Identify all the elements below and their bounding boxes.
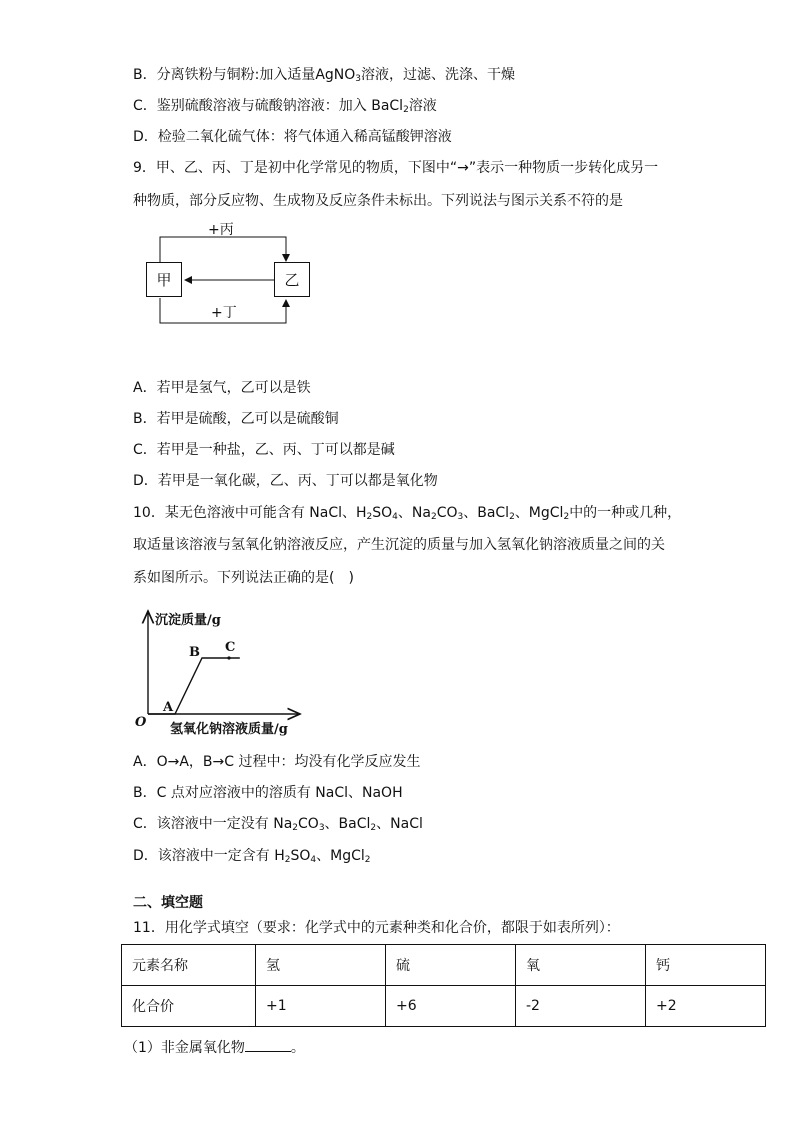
q10-text-seg: 、MgCl (514, 505, 564, 521)
q11-stem: 11．用化学式填空（要求：化学式中的元素种类和化合价，都限于如表所列）： (133, 920, 620, 936)
x-axis-label: 氢氧化钠溶液质量/g (170, 722, 288, 737)
y-axis-label: 沉淀质量/g (155, 613, 221, 628)
q10-stem-line2: 取适量该溶液与氢氧化钠溶液反应，产生沉淀的质量与加入氢氧化钠溶液质量之间的关 (133, 537, 665, 553)
q9-option-c: C．若甲是一种盐，乙、丙、丁可以都是碱 (133, 442, 395, 458)
subscript: 2 (366, 512, 373, 522)
q9-stem-line1: 9．甲、乙、丙、丁是初中化学常见的物质，下图中“→”表示一种物质一步转化成另一 (133, 160, 659, 176)
arrow-top-path (160, 237, 286, 262)
q10-stem-line3: 系如图所示。下列说法正确的是( ) (133, 570, 354, 586)
q10-option-b: B．C 点对应溶液中的溶质有 NaCl、NaOH (133, 785, 403, 801)
subscript: 2 (563, 512, 570, 522)
q10-text-seg: CO (298, 816, 319, 832)
table-row (122, 945, 766, 986)
q10-option-c (133, 814, 423, 834)
q9-option-b: B．若甲是硫酸，乙可以是硫酸铜 (133, 411, 339, 427)
q10-text-seg: SO (290, 848, 311, 864)
subscript: 2 (284, 855, 291, 865)
table-cell: -2 (516, 986, 646, 1027)
table-cell: +1 (256, 986, 386, 1027)
subscript: 2 (509, 512, 515, 522)
table-cell: 元素名称 (122, 945, 256, 986)
table-cell: +6 (386, 986, 516, 1027)
q10-option-a: A．O→A，B→C 过程中：均没有化学反应发生 (133, 754, 421, 770)
q10-option-d (133, 846, 371, 866)
q10-text-seg: SO (372, 505, 393, 521)
precipitate-curve (148, 658, 240, 714)
diagram-label-ding: +丁 (211, 305, 237, 321)
table-cell: 氢 (256, 945, 386, 986)
point-label-a: A (163, 700, 174, 715)
section-title: 二、填空题 (133, 895, 203, 911)
q10-text-seg: 10．某无色溶液中可能含有 NaCl、H (133, 505, 367, 521)
q10-stem-line1 (133, 503, 681, 523)
subscript: 2 (430, 512, 437, 522)
q8-option-d: D．检验二氧化硫气体：将气体通入稀高锰酸钾溶液 (133, 129, 452, 145)
q11-sub1-text: （1）非金属氧化物 (124, 1040, 245, 1056)
q10-text-seg: 、BaCl (463, 505, 510, 521)
q8-option-c (133, 96, 437, 116)
diagram-box-jia: 甲 (146, 262, 182, 297)
q10-text-seg: 中的一种或几种， (569, 505, 682, 521)
precipitate-chart (130, 605, 310, 740)
q9-option-a: A．若甲是氢气，乙可以是铁 (133, 380, 311, 396)
q8-option-b (133, 65, 515, 85)
q8-option-b-tail: 溶液，过滤、洗涤、干燥 (361, 67, 516, 83)
q10-text-seg: 、MgCl (316, 848, 365, 864)
point-label-b: B (189, 645, 200, 660)
subscript: 2 (292, 823, 299, 833)
answer-blank[interactable] (245, 1037, 291, 1052)
point-label-c: C (225, 640, 236, 655)
subscript: 2 (370, 823, 377, 833)
q10-text-seg: D．该溶液中一定含有 H (133, 848, 285, 864)
point-c-dot (227, 656, 230, 659)
q10-text-seg: C．该溶液中一定没有 Na (133, 816, 293, 832)
subscript: 4 (392, 512, 398, 522)
table-cell: 硫 (386, 945, 516, 986)
subscript: 3 (457, 512, 464, 522)
q8-option-c-text: C．鉴别硫酸溶液与硫酸钠溶液：加入 BaCl (133, 98, 404, 114)
q10-text-seg: CO (436, 505, 458, 521)
q9-stem-line2: 种物质，部分反应物、生成物及反应条件未标出。下列说法与图示关系不符的是 (133, 193, 623, 209)
table-cell: 化合价 (122, 986, 256, 1027)
table-cell: 钙 (646, 945, 766, 986)
q11-sub1-end: 。 (290, 1040, 305, 1056)
table-cell: 氧 (516, 945, 646, 986)
subscript: 4 (310, 855, 317, 865)
table-cell: +2 (646, 986, 766, 1027)
q10-text-seg: 、Na (397, 505, 431, 521)
q8-option-b-text: B．分离铁粉与铜粉:加入适量AgNO (133, 67, 356, 83)
origin-label: O (135, 715, 147, 730)
table-row (122, 986, 766, 1027)
subscript: 2 (403, 105, 409, 115)
q10-text-seg: 、NaCl (376, 816, 423, 832)
diagram-box-yi: 乙 (274, 262, 310, 297)
valence-table (121, 944, 766, 1027)
q9-option-d: D．若甲是一氧化碳，乙、丙、丁可以都是氧化物 (133, 473, 438, 489)
q8-option-c-tail: 溶液 (408, 98, 437, 114)
subscript: 3 (318, 823, 325, 833)
subscript: 3 (355, 74, 362, 84)
diagram-label-bing: +丙 (208, 222, 234, 238)
q10-text-seg: 、BaCl (324, 816, 371, 832)
q11-sub1 (124, 1037, 305, 1058)
subscript: 2 (364, 855, 371, 865)
